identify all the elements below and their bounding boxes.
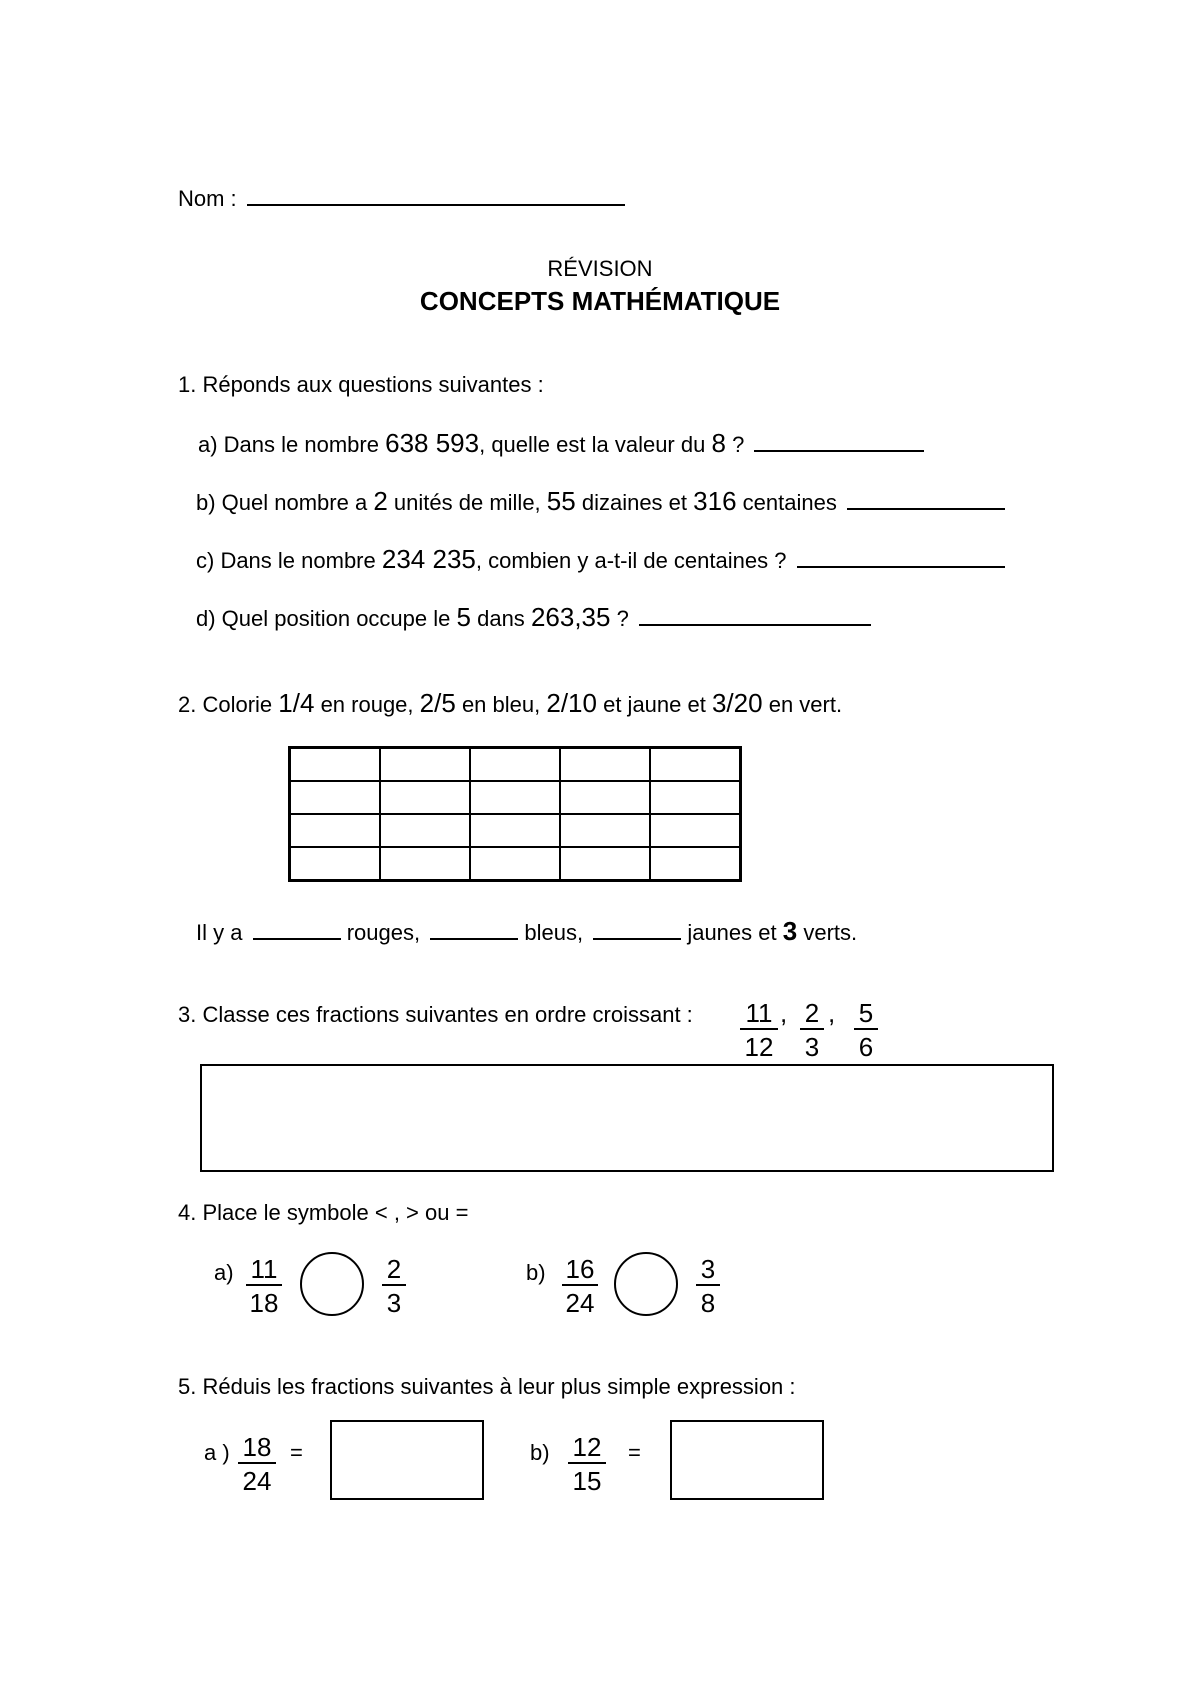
q2-fraction-blue: 2/5 [419, 688, 456, 718]
q4-b-right-den: 8 [700, 1288, 716, 1318]
coloring-grid [288, 746, 742, 882]
q1-a-question-mark: ? [732, 432, 745, 457]
q1-d-number: 263,35 [530, 602, 611, 632]
q1-d-text: d) Quel position occupe le [196, 606, 451, 631]
grid-cell[interactable] [380, 814, 470, 847]
q4-heading: 4. Place le symbole < , > ou = [178, 1200, 469, 1225]
q5-b-equals: = [628, 1440, 641, 1465]
q5-heading: 5. Réduis les fractions suivantes à leur plus simple expression : [178, 1374, 796, 1399]
q1-a-answer-line[interactable] [754, 450, 924, 452]
grid-cell[interactable] [560, 748, 650, 782]
q1-b-text-mid1: unités de mille, [393, 490, 541, 515]
q5-b-den: 15 [572, 1466, 602, 1496]
q5-a-answer-box[interactable] [330, 1420, 484, 1500]
q3-fraction-2-den: 3 [804, 1032, 820, 1062]
q5-a-den: 24 [242, 1466, 272, 1496]
q1-a-number: 638 593 [385, 428, 480, 458]
grid-cell[interactable] [470, 847, 560, 881]
q2-fraction-green: 3/20 [711, 688, 763, 718]
grid-cell[interactable] [650, 847, 741, 881]
q3-separator-1: , [780, 998, 788, 1028]
q2-rouges-line[interactable] [253, 938, 341, 940]
q4-b-label: b) [526, 1260, 546, 1285]
q1-a [198, 430, 924, 456]
q1-b-text-mid2: dizaines et [581, 490, 688, 515]
q3-answer-box[interactable] [200, 1064, 1054, 1172]
grid-cell[interactable] [470, 814, 560, 847]
grid-cell[interactable] [560, 781, 650, 814]
q2-heading [178, 690, 842, 716]
subtitle: RÉVISION [547, 256, 653, 281]
q2-fraction-yellow: 2/10 [546, 688, 597, 718]
name-label-row [178, 188, 625, 210]
q1-b [196, 488, 1005, 514]
q2-bleus-line[interactable] [430, 938, 518, 940]
q1-c-number: 234 235 [381, 544, 476, 574]
q1-d [196, 604, 871, 630]
q1-b-text: b) Quel nombre a [196, 490, 368, 515]
q3-fraction-2-num: 2 [800, 1000, 824, 1030]
q4-a-right-num: 2 [382, 1256, 406, 1286]
q4-b-right-fraction [696, 1256, 720, 1316]
q5-b-answer-box[interactable] [670, 1420, 824, 1500]
q5-b-fraction [568, 1434, 606, 1494]
q3-fraction-3-num: 5 [854, 1000, 878, 1030]
grid-cell[interactable] [290, 814, 381, 847]
q1-b-number-3: 316 [693, 486, 737, 516]
name-label: Nom : [178, 186, 237, 211]
q1-b-text-end: centaines [742, 490, 837, 515]
q1-a-digit: 8 [711, 428, 726, 458]
grid-cell[interactable] [650, 748, 741, 782]
q1-d-question-mark: ? [616, 606, 629, 631]
q1-c-text: c) Dans le nombre [196, 548, 376, 573]
q2-text-green: en vert. [768, 692, 843, 717]
grid-cell[interactable] [650, 814, 741, 847]
q5-a-num: 18 [238, 1434, 276, 1464]
grid-row [290, 847, 741, 881]
grid-row [290, 814, 741, 847]
q4-b-right-num: 3 [696, 1256, 720, 1286]
q1-c-answer-line[interactable] [797, 566, 1005, 568]
q2-verts-label: verts. [803, 920, 858, 945]
q2-rouges-label: rouges, [346, 920, 421, 945]
q4-a-left-num: 11 [246, 1256, 282, 1286]
q3-heading: 3. Classe ces fractions suivantes en ordre croissant : [178, 1002, 693, 1027]
q4-b-left-fraction [562, 1256, 598, 1316]
q2-jaunes-label: jaunes et [687, 920, 777, 945]
q1-a-text-mid: , quelle est la valeur du [479, 432, 706, 457]
q4-a-left-fraction [246, 1256, 282, 1316]
q5-a-fraction [238, 1434, 276, 1494]
grid-cell[interactable] [290, 781, 381, 814]
q2-text-yellow: et jaune et [603, 692, 706, 717]
q5-b-num: 12 [568, 1434, 606, 1464]
q1-b-answer-line[interactable] [847, 508, 1005, 510]
grid-cell[interactable] [470, 748, 560, 782]
q2-answer-row [196, 918, 857, 944]
grid-cell[interactable] [470, 781, 560, 814]
grid-cell[interactable] [380, 847, 470, 881]
q3-fraction-3 [854, 1000, 878, 1060]
grid-cell[interactable] [650, 781, 741, 814]
q1-d-answer-line[interactable] [639, 624, 871, 626]
q3-fraction-1 [740, 1000, 778, 1060]
q5-a-label: a ) [204, 1440, 230, 1465]
q2-text: 2. Colorie [178, 692, 273, 717]
grid-cell[interactable] [290, 847, 381, 881]
q4-b-symbol-circle[interactable] [614, 1252, 678, 1316]
q1-a-text: a) Dans le nombre [198, 432, 379, 457]
q4-b-left-den: 24 [565, 1288, 595, 1318]
q3-separator-2: , [828, 998, 836, 1028]
grid-row [290, 748, 741, 782]
q4-b-left-num: 16 [562, 1256, 598, 1286]
grid-cell[interactable] [560, 847, 650, 881]
q1-b-number-2: 55 [546, 486, 576, 516]
q2-text-blue: en bleu, [461, 692, 541, 717]
q4-a-left-den: 18 [249, 1288, 279, 1318]
q4-a-label: a) [214, 1260, 234, 1285]
page-title: CONCEPTS MATHÉMATIQUE [419, 286, 781, 316]
q1-c-text-end: , combien y a-t-il de centaines ? [475, 548, 787, 573]
grid-cell[interactable] [380, 748, 470, 782]
grid-row [290, 781, 741, 814]
q2-verts-count: 3 [782, 916, 798, 946]
q1-c [196, 546, 1005, 572]
q1-d-digit: 5 [456, 602, 471, 632]
q3-fraction-2 [800, 1000, 824, 1060]
grid-cell[interactable] [290, 748, 381, 782]
q5-a-equals: = [290, 1440, 303, 1465]
q2-bleus-label: bleus, [524, 920, 584, 945]
q3-fraction-1-den: 12 [744, 1032, 774, 1062]
q3-fraction-3-den: 6 [858, 1032, 874, 1062]
grid-cell[interactable] [380, 781, 470, 814]
q3-fraction-1-num: 11 [740, 1000, 778, 1030]
q2-jaunes-line[interactable] [593, 938, 681, 940]
q1-b-number-1: 2 [373, 486, 388, 516]
q1-heading: 1. Réponds aux questions suivantes : [178, 372, 544, 397]
grid-cell[interactable] [560, 814, 650, 847]
q1-d-text-mid: dans [477, 606, 525, 631]
q4-a-symbol-circle[interactable] [300, 1252, 364, 1316]
q2-fraction-red: 1/4 [278, 688, 315, 718]
q4-a-right-den: 3 [386, 1288, 402, 1318]
name-answer-line[interactable] [247, 204, 625, 206]
q4-a-right-fraction [382, 1256, 406, 1316]
q2-answer-text: Il y a [196, 920, 243, 945]
q2-text-red: en rouge, [320, 692, 414, 717]
q5-b-label: b) [530, 1440, 550, 1465]
